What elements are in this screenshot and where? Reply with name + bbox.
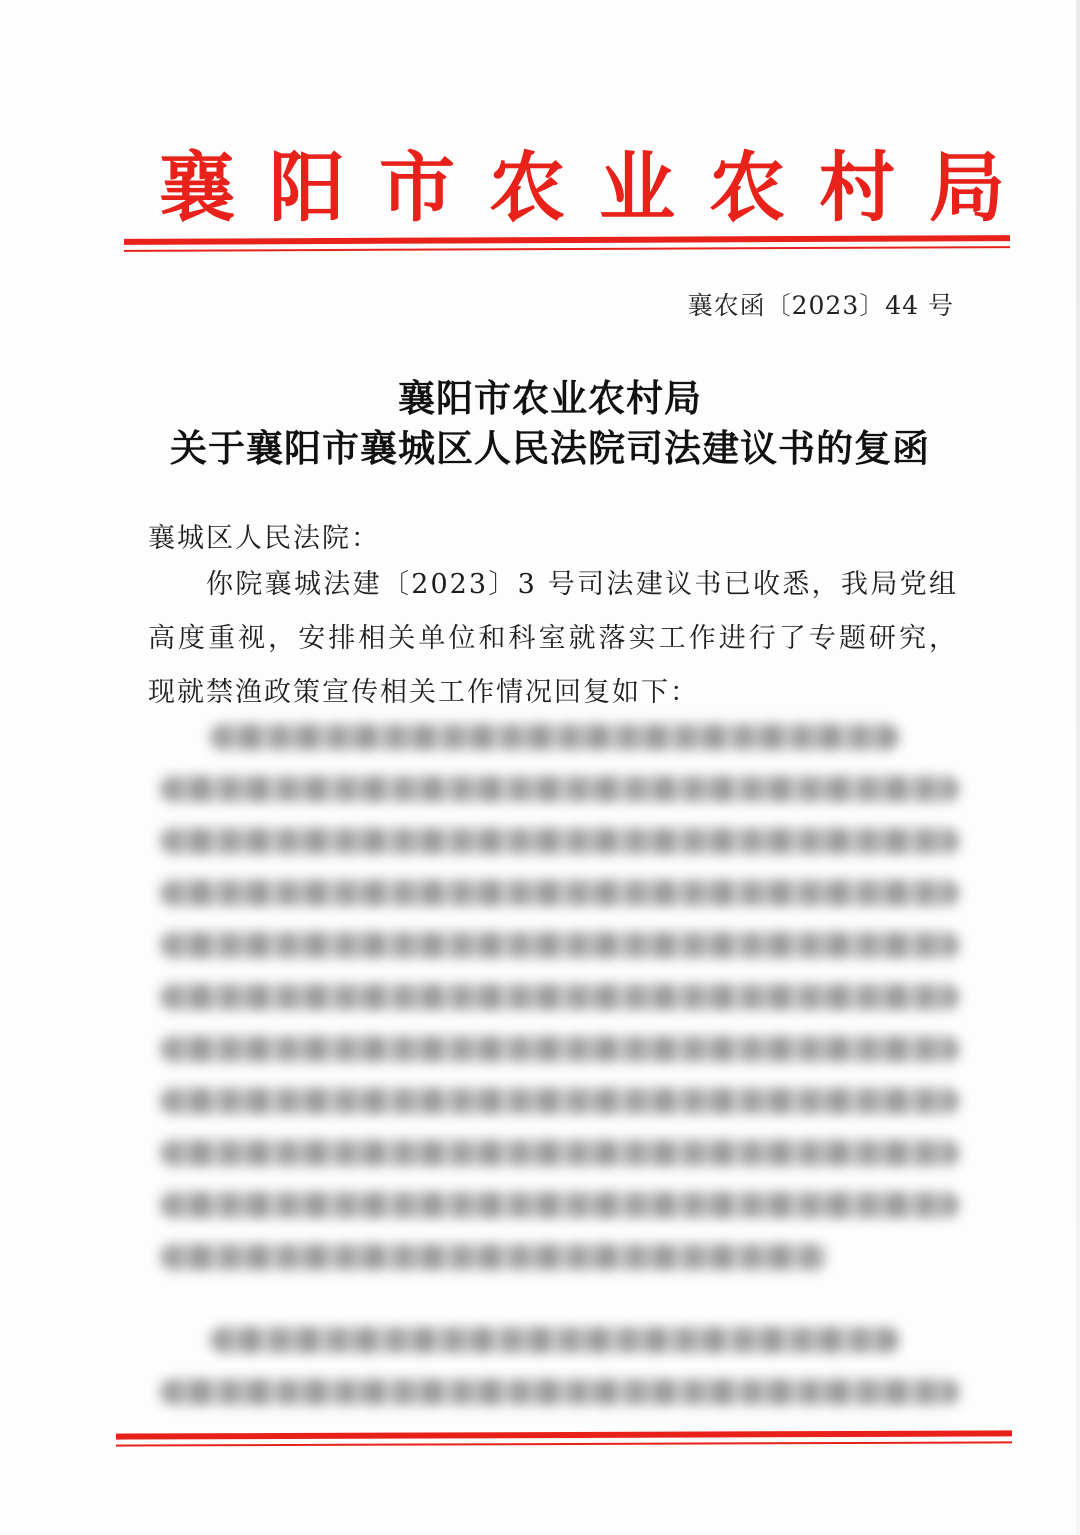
header-red-rule-thin bbox=[124, 246, 1010, 252]
document-number: 襄农函〔2023〕44 号 bbox=[687, 291, 954, 320]
redacted-line bbox=[160, 776, 959, 802]
header-red-rule bbox=[124, 235, 1010, 245]
redacted-line bbox=[210, 724, 899, 750]
redacted-line bbox=[160, 1036, 959, 1062]
body-paragraph: 你院襄城法建〔2023〕3 号司法建议书已收悉，我局党组高度重视，安排相关单位和科室就落实工作进行了专题研究，现就禁渔政策宣传相关工作情况回复如下： bbox=[148, 569, 958, 708]
redacted-line bbox=[160, 1192, 959, 1218]
redacted-line bbox=[160, 1088, 959, 1114]
salutation: 襄城区人民法院： bbox=[148, 523, 380, 554]
redacted-line bbox=[210, 1327, 899, 1353]
footer-red-rule-thin bbox=[116, 1441, 1012, 1446]
redacted-line bbox=[160, 828, 959, 854]
redacted-content bbox=[150, 716, 980, 1376]
document-title-line-1: 襄阳市农业农村局 bbox=[398, 376, 702, 420]
redacted-line bbox=[160, 1244, 828, 1270]
scan-edge bbox=[1076, 0, 1080, 1535]
redacted-line bbox=[160, 984, 959, 1010]
document-title-line-2: 关于襄阳市襄城区人民法院司法建议书的复函 bbox=[170, 426, 930, 470]
letterhead-title: 襄阳市农业农村局 bbox=[159, 143, 1039, 232]
redacted-line bbox=[160, 880, 959, 906]
footer-red-rule bbox=[116, 1430, 1012, 1439]
redacted-line bbox=[160, 1379, 959, 1405]
redacted-line bbox=[160, 932, 959, 958]
redacted-line bbox=[160, 1140, 959, 1166]
